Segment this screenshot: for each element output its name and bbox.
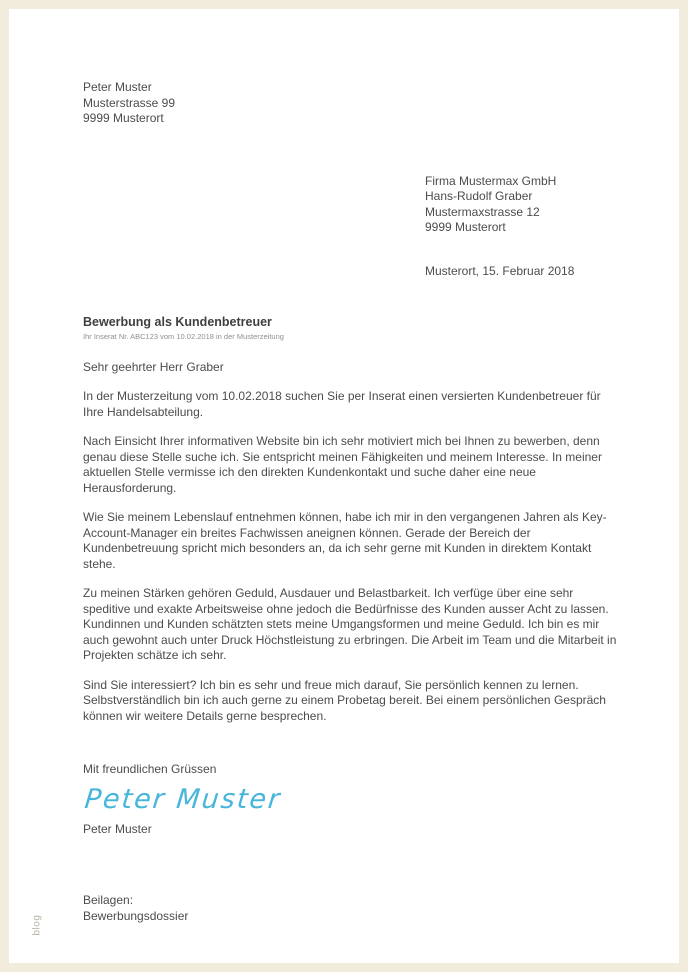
recipient-company: Firma Mustermax GmbH <box>425 173 557 188</box>
recipient-city: 9999 Musterort <box>425 220 506 234</box>
sender-address-block <box>83 80 623 127</box>
salutation: Sehr geehrter Herr Graber <box>83 359 224 374</box>
body-paragraph: Nach Einsicht Ihrer informativen Website bin ich sehr motiviert mich bei Ihnen zu bewerben, denn genau diese Stelle suche ich. Sie entspricht meinen Fähigkeiten und meinem Interesse. In meiner aktuellen Stelle vermisse ich den direkten Kundenkontakt und suche daher eine neue Herausforderung. <box>83 434 602 495</box>
closing-line: Mit freundlichen Grüssen <box>83 762 217 776</box>
blog-watermark: blog <box>31 914 43 935</box>
sender-street: Musterstrasse 99 <box>83 95 176 110</box>
recipient-address-block <box>425 174 623 236</box>
body-paragraph: Wie Sie meinem Lebenslauf entnehmen können, habe ich mir in den vergangenen Jahren als Key-Account-Manager ein breites Fachwissen aneignen können. Gerade der Bereich der Kundenbetreuung spricht mich besonders an, da ich sehr gerne mit Kunden in direktem Kontakt stehe. <box>83 510 607 571</box>
handwritten-signature: Peter Muster <box>83 783 283 815</box>
enclosures-block <box>83 893 623 924</box>
recipient-name: Hans-Rudolf Graber <box>425 189 533 203</box>
signature-typed-name: Peter Muster <box>83 821 152 836</box>
body-paragraph: In der Musterzeitung vom 10.02.2018 suchen Sie per Inserat einen versierten Kundenbetreuer für Ihre Handelsabteilung. <box>83 389 601 419</box>
letter-page <box>9 9 679 963</box>
date-line: Musterort, 15. Februar 2018 <box>425 263 575 278</box>
subject-reference-note: Ihr Inserat Nr. ABC123 vom 10.02.2018 in der Musterzeitung <box>83 331 284 341</box>
body-paragraph: Sind Sie interessiert? Ich bin es sehr und freue mich darauf, Sie persönlich kennen zu lernen. Selbstverständlich bin ich auch gerne zu einem Probetag bereit. Bei einem persönlichen Gespräch können wir weitere Details gerne besprechen. <box>83 677 606 723</box>
sender-city: 9999 Musterort <box>83 111 164 125</box>
subject-line: Bewerbung als Kundenbetreuer <box>83 315 272 329</box>
enclosures-item: Bewerbungsdossier <box>83 908 189 923</box>
sender-name: Peter Muster <box>83 80 152 94</box>
body-paragraph: Zu meinen Stärken gehören Geduld, Ausdauer und Belastbarkeit. Ich verfüge über eine sehr speditive und exakte Arbeitsweise ohne jedoch die Bedürfnisse des Kunden ausser Acht zu lassen. Kundinnen und Kunden schätzten stets meine Umgangsformen und meine Geduld. Ich bin es mir auch gewohnt auch unter Druck Höchstleistung zu erbringen. Die Arbeit im Team und die Mitarbeit in Projekten schätze ich sehr. <box>83 586 617 662</box>
enclosures-label: Beilagen: <box>83 893 134 907</box>
letter-content <box>83 9 623 924</box>
recipient-street: Mustermaxstrasse 12 <box>425 204 540 219</box>
